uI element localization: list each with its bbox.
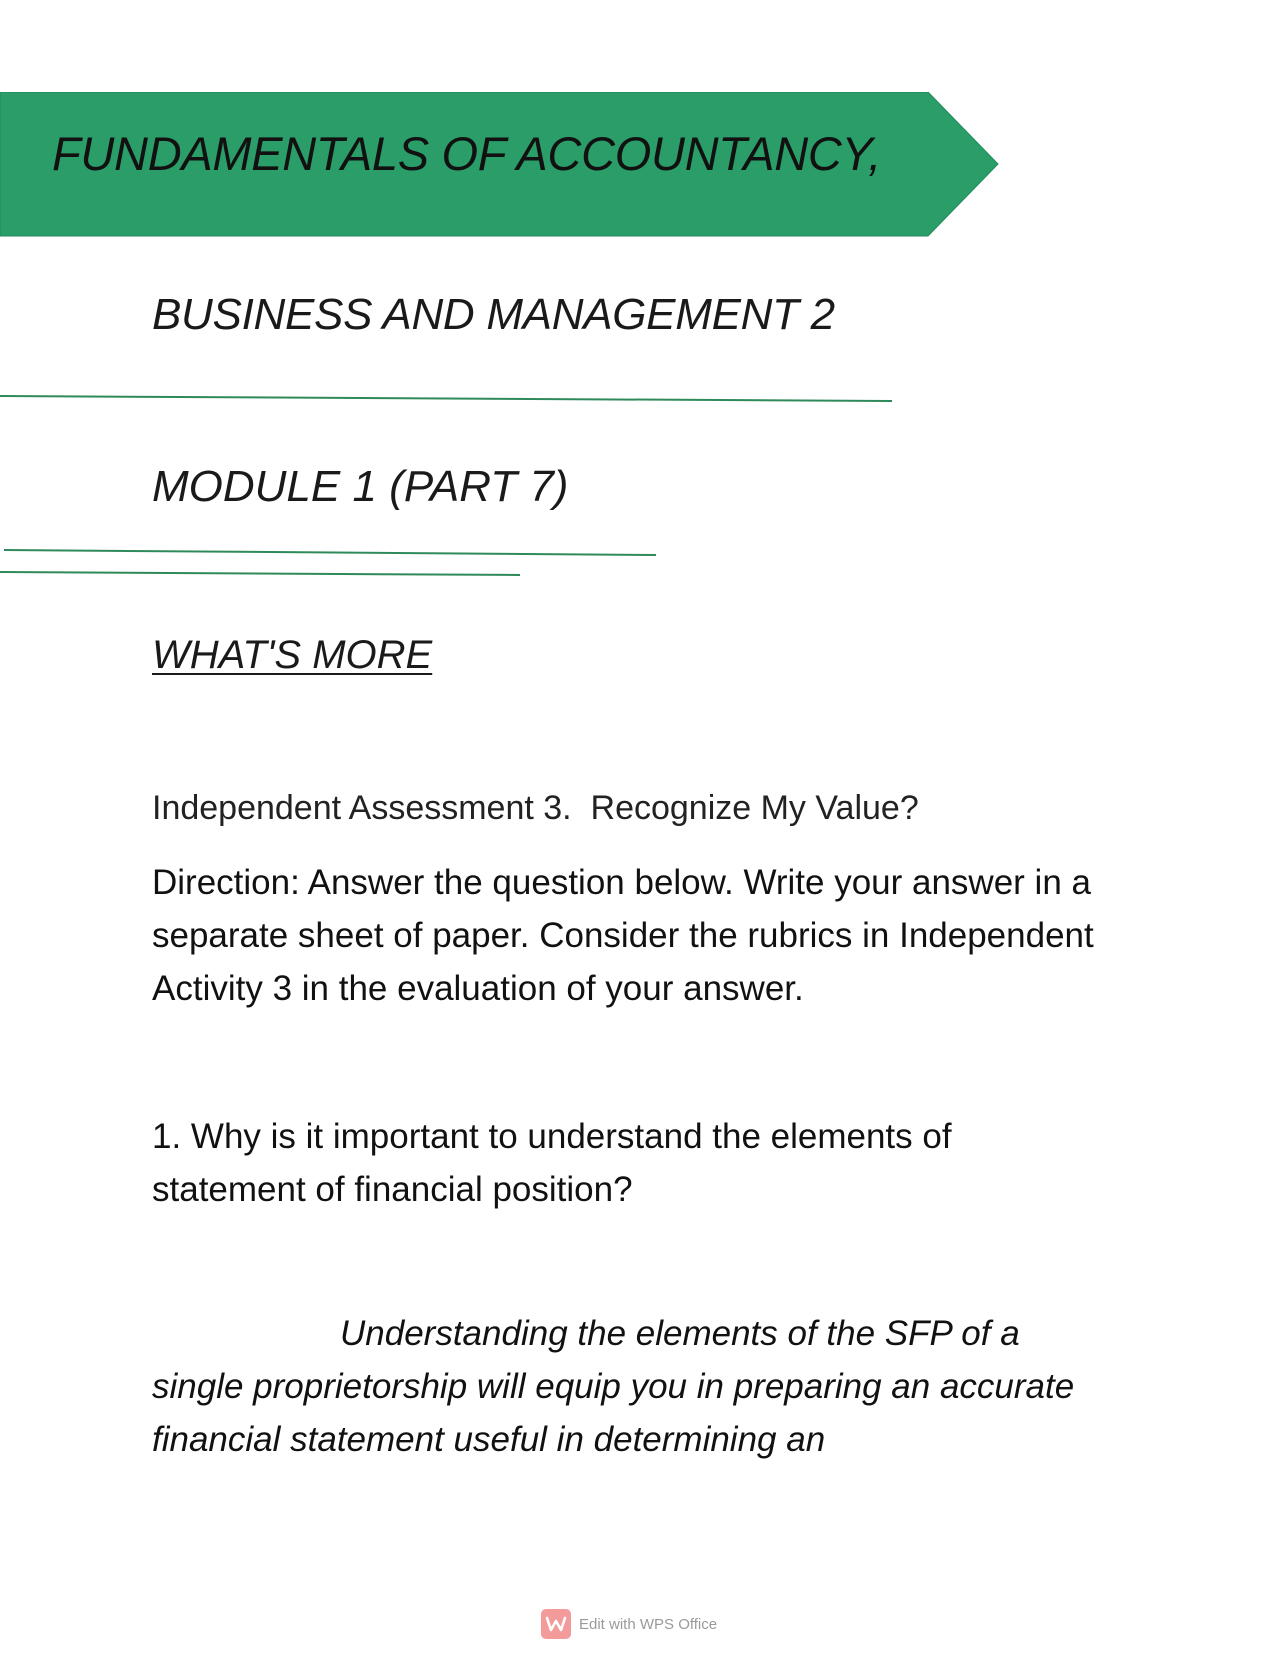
answer-paragraph: Understanding the elements of the SFP of a single proprietorship will equip you in preparing an accurate financial statement useful in determining an xyxy=(152,1314,1075,1459)
section-heading: WHAT'S MORE xyxy=(152,633,433,677)
direction-paragraph: Direction: Answer the question below. Write your answer in a separate sheet of paper. Consider the rubrics in Independent Activity 3 in the evaluation of your answer. xyxy=(152,863,1094,1008)
banner-title: FUNDAMENTALS OF ACCOUNTANCY, xyxy=(52,127,881,180)
wps-logo-icon xyxy=(541,1609,571,1639)
wps-watermark-text: Edit with WPS Office xyxy=(579,1615,718,1633)
rule-line-2 xyxy=(4,550,656,555)
module-title: MODULE 1 (PART 7) xyxy=(152,462,569,511)
assessment-title: Independent Assessment 3. Recognize My Value? xyxy=(152,789,919,827)
rule-line-1 xyxy=(0,396,892,401)
page-subtitle: BUSINESS AND MANAGEMENT 2 xyxy=(152,290,835,339)
question-paragraph: 1. Why is it important to understand the elements of statement of financial position? xyxy=(152,1117,952,1209)
title-banner xyxy=(0,92,1000,237)
wps-watermark[interactable] xyxy=(541,1609,717,1639)
rule-line-3 xyxy=(0,572,520,575)
